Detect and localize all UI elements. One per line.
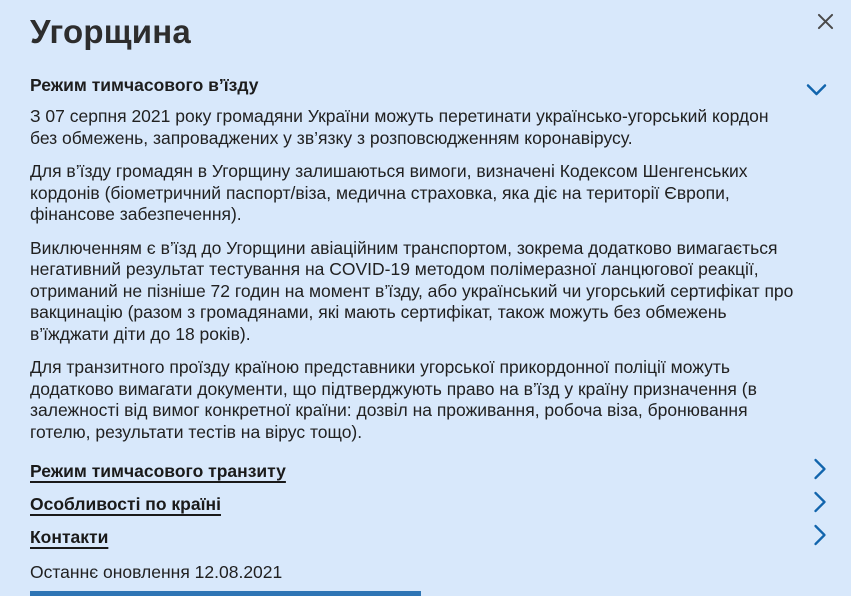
bottom-accent-bar — [30, 591, 421, 596]
section-header-transit-regime[interactable] — [30, 455, 827, 488]
section-title-entry-regime: Режим тимчасового в’їзду — [30, 75, 259, 95]
close-icon — [815, 11, 836, 32]
last-updated-text: Останнє оновлення 12.08.2021 — [30, 562, 283, 582]
section-title-transit-regime: Режим тимчасового транзиту — [30, 460, 286, 481]
entry-paragraph: Для в’їзду громадян в Угорщину залишаються вимоги, визначені Кодексом Шенгенських кордонів (біометричний паспорт/віза, медична страховка, яка діє на території Європи, фінансове забезпечення). — [30, 161, 748, 224]
section-header-entry-regime[interactable] — [30, 75, 827, 102]
close-button[interactable] — [812, 8, 838, 34]
section-entry-regime — [30, 75, 827, 443]
entry-paragraph: З 07 серпня 2021 року громадяни України можуть перетинати українсько-угорський кордон без обмежень, запроваджених у зв’язку з розповсюдженням коронавірусу. — [30, 106, 769, 148]
chevron-right-icon[interactable] — [813, 491, 827, 518]
section-title-contacts: Контакти — [30, 526, 109, 547]
collapsed-sections — [30, 455, 827, 554]
chevron-down-icon[interactable] — [806, 83, 827, 102]
section-header-country-specifics[interactable] — [30, 488, 827, 521]
chevron-right-icon[interactable] — [813, 524, 827, 551]
chevron-right-icon[interactable] — [813, 458, 827, 485]
section-body-entry-regime — [30, 106, 798, 443]
section-title-country-specifics: Особливості по країні — [30, 493, 221, 514]
entry-paragraph: Виключенням є в’їзд до Угорщини авіаційним транспортом, зокрема додатково вимагається негативний результат тестування на COVID-19 методом полімеразної ланцюгової реакції, отриманий не пізніше 72 годин на момент в’їзду, або український чи угорський сертифікат про вакцинацію (разом з громадянами, які мають сертифікат, також можуть без обмежень в’їжджати діти до 18 років). — [30, 237, 794, 344]
page-title: Угорщина — [30, 13, 191, 50]
section-header-contacts[interactable] — [30, 521, 827, 554]
entry-paragraph: Для транзитного проїзду країною представники угорської прикордонної поліції можуть додатково вимагати документи, що підтверджують право на в’їзд у країну призначення (в залежності від вимог конкретної країни: дозвіл на проживання, робоча віза, бронювання готелю, результати тестів на вірус тощо). — [30, 357, 757, 442]
